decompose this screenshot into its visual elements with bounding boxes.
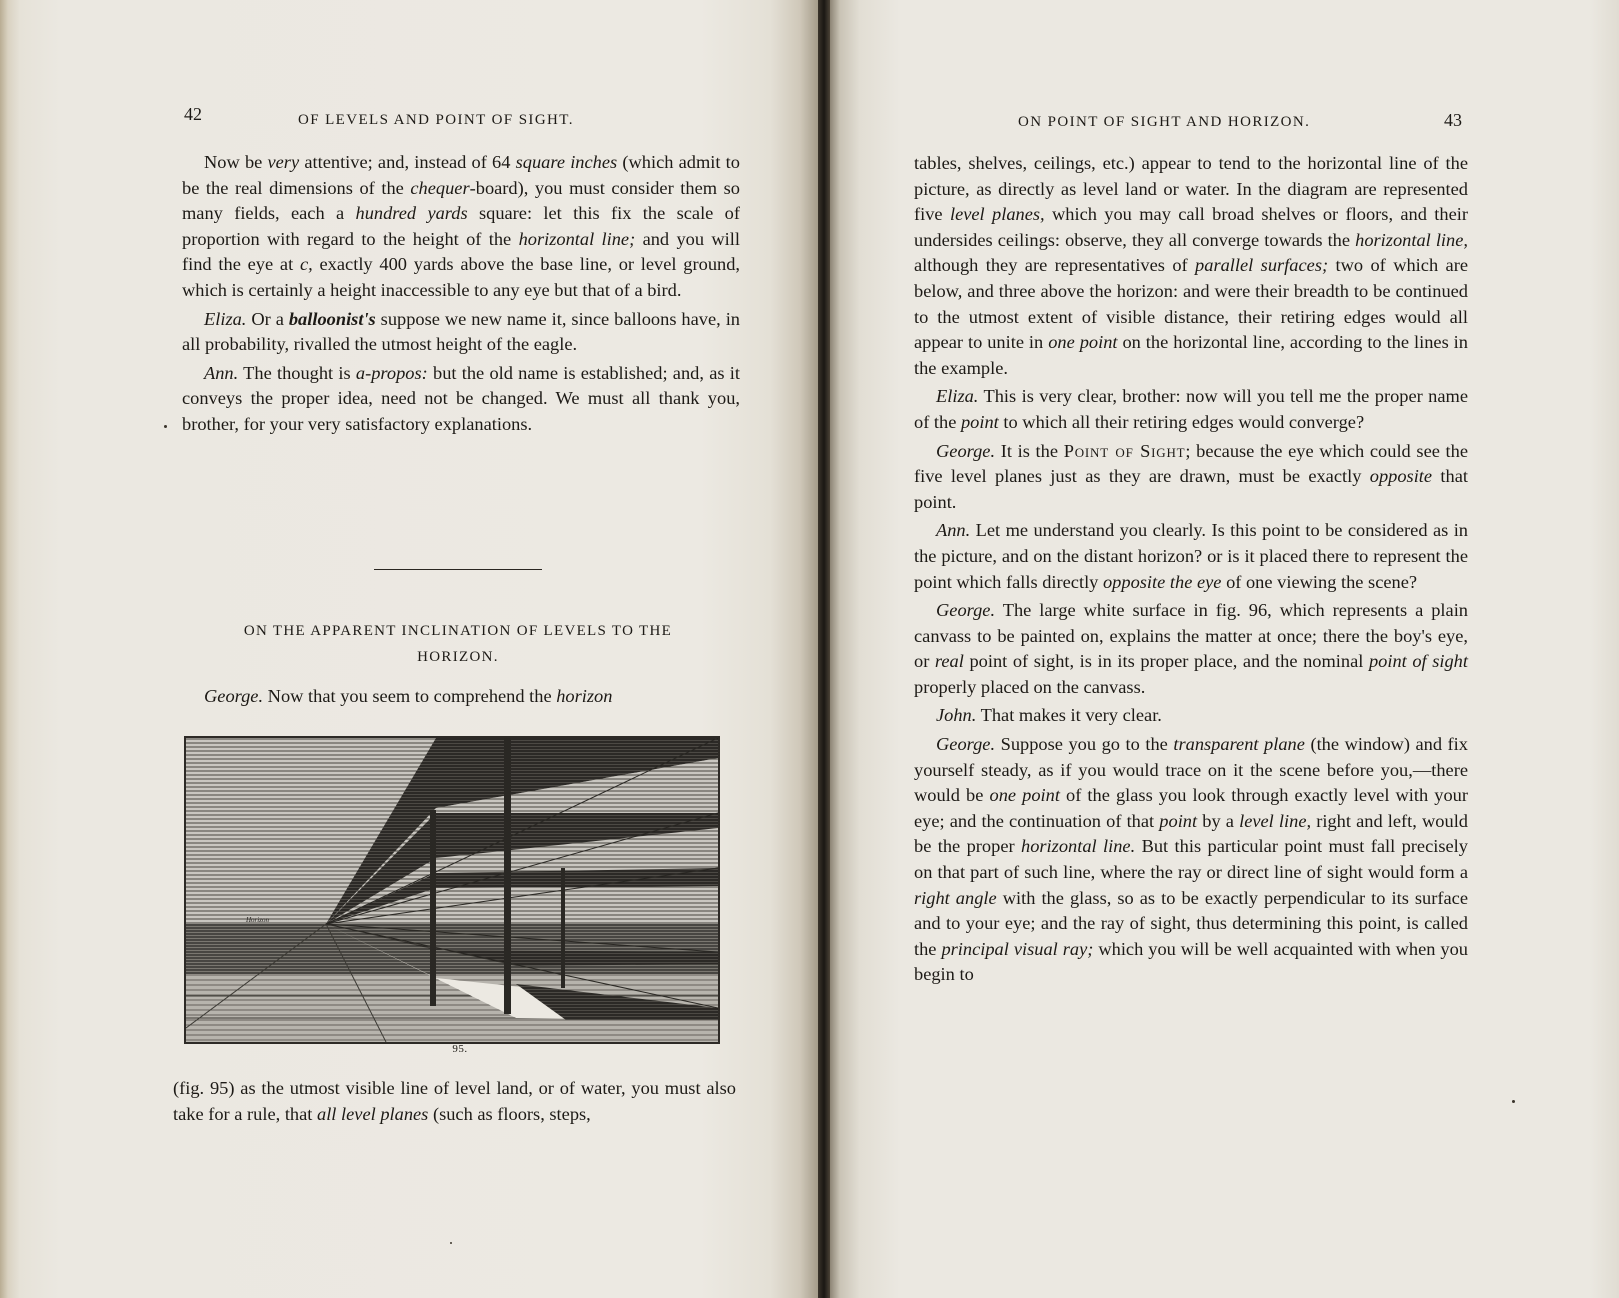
speaker-name: George.: [936, 440, 996, 461]
page-number: 42: [184, 104, 202, 124]
paragraph: John. That makes it very clear.: [936, 705, 1162, 726]
figure-caption: 95.: [452, 1043, 468, 1055]
speaker-name: Ann.: [936, 520, 971, 541]
paragraph: tables, shelves, ceilings, etc.) appear to tend to the horizontal line of the picture, as directly as level land or water. In the diagram are represented five level planes, which you may call broad shelves or floors, and their undersides ceilings: observe, they all converge towards the horizontal line, although they are representatives of parallel surfaces; two of which are below, and three above the horizon: and were their breadth to be continued to the utmost extent of visible distance, their retiring edges would all appear to unite in one point on the horizontal line, according to the lines in the example.: [914, 153, 1468, 378]
running-head: ON POINT OF SIGHT AND HORIZON.: [1018, 114, 1311, 130]
paragraph: Eliza. This is very clear, brother: now will you tell me the proper name of the point to which all their retiring edges would converge?: [914, 386, 1468, 432]
paragraph: Now be very attentive; and, instead of 64 square inches (which admit to be the real dimensions of the chequer-board), you must consider them so many fields, each a hundred yards square: let this fix the scale of proportion with regard to the height of the horizontal line; and you will find the eye at c, exactly 400 yards above the base line, or level ground, which is certainly a height inaccessible to any eye but that of a bird.: [182, 152, 741, 300]
perspective-engraving: [186, 738, 718, 1042]
book-gutter: [818, 0, 830, 1298]
page-number: 43: [1444, 110, 1462, 130]
right-page: [830, 0, 1619, 1298]
paragraph: George. Suppose you go to the transparent plane (the window) and fix yourself steady, as if you would trace on it the scene before you,—there would be one point of the glass you look through exactly level with your eye; and the continuation of that point by a level line, right and left, would be the proper horizontal line. But this particular point must fall precisely on that part of such line, where the ray or direct line of sight would form a right angle with the glass, so as to be exactly perpendicular to its surface and to your eye; and the ray of sight, thus determining this point, is called the principal visual ray; which you will be well acquainted with when you begin to: [914, 734, 1469, 985]
paper-speck: [1512, 1100, 1515, 1103]
paragraph: Ann. Let me understand you clearly. Is this point to be considered as in the picture, and on the distant horizon? or is it placed there to represent the point which falls directly opposite the eye of one viewing the scene?: [914, 520, 1468, 592]
paragraph: Eliza. Or a balloonist's suppose we new name it, since balloons have, in all probability, rivalled the utmost height of the eagle.: [182, 308, 740, 355]
paragraph: Ann. The thought is a-propos: but the old name is established; and, as it conveys the proper idea, need not be changed. We must all thank you, brother, for your very satisfactory explanations.: [182, 362, 740, 434]
paragraph: (fig. 95) as the utmost visible line of level land, or of water, you must also take for a rule, that all level planes (such as floors, steps,: [173, 1078, 736, 1124]
speaker-name: George.: [204, 686, 264, 706]
section-title: ON THE APPARENT INCLINATION OF LEVELS TO THE HORIZON.: [243, 623, 673, 665]
speaker-name: John.: [936, 705, 977, 726]
body-text-top: [182, 150, 740, 438]
speaker-name: Eliza.: [936, 386, 979, 407]
paper-speck: [164, 425, 167, 428]
speaker-name: George.: [936, 600, 996, 621]
horizon-label: Horizon: [246, 916, 269, 924]
speaker-name: Ann.: [204, 362, 239, 383]
body-text-mid: [182, 684, 740, 710]
paragraph: George. Now that you seem to comprehend the horizon: [204, 686, 613, 706]
speaker-name: Eliza.: [204, 308, 247, 329]
paragraph: George. It is the Point of Sight; because the eye which could see the five level planes just as they are drawn, must be exactly opposite that point.: [914, 440, 1469, 512]
body-text: [914, 151, 1468, 988]
paragraph: George. The large white surface in fig. 96, which represents a plain canvass to be painted on, explains the matter at once; there the boy's eye, or real point of sight, is in its proper place, and the nominal point of sight properly placed on the canvass.: [914, 600, 1468, 697]
running-head: OF LEVELS AND POINT OF SIGHT.: [298, 112, 574, 128]
speaker-name: George.: [936, 734, 996, 755]
paper-speck: [450, 1242, 452, 1244]
figure-95-illustration: [184, 736, 720, 1044]
section-divider: [374, 569, 542, 570]
body-text-bottom: [173, 1076, 736, 1127]
